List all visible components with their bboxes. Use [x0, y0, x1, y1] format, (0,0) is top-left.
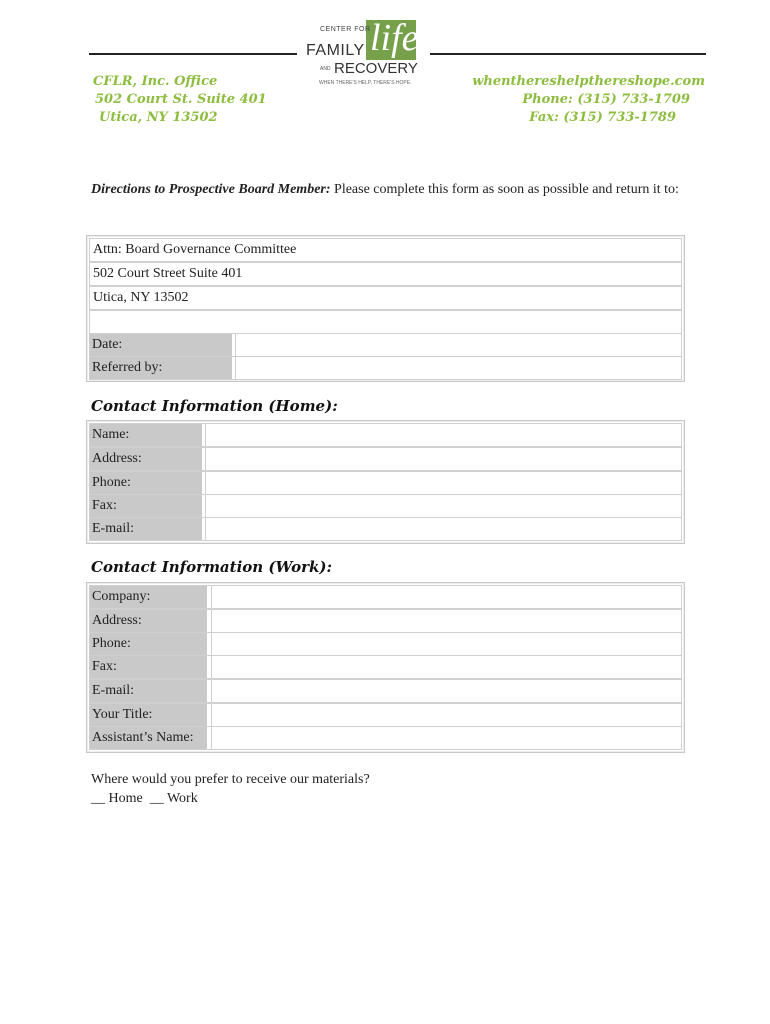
work-email-field[interactable]	[211, 680, 681, 702]
header-rule-right	[430, 53, 706, 55]
return-address-row	[89, 310, 682, 334]
work-section-title: Contact Information (Work):	[91, 558, 333, 576]
work-phone-row	[89, 632, 682, 656]
office-street: 502 Court St. Suite 401	[95, 92, 267, 107]
work-phone-label: Phone:	[90, 633, 207, 655]
office-city: Utica, NY 13502	[99, 110, 218, 125]
work-address-label: Address:	[90, 610, 207, 632]
home-phone-row	[89, 471, 682, 495]
work-address-row	[89, 609, 682, 633]
work-contact-table	[86, 582, 685, 753]
home-name-field[interactable]	[205, 424, 681, 446]
home-address-row	[89, 447, 682, 471]
work-assistant-field[interactable]	[211, 727, 681, 749]
return-attn: Attn: Board Governance Committee	[93, 242, 297, 257]
work-address-field[interactable]	[211, 610, 681, 632]
directions-lead: Directions to Prospective Board Member:	[91, 182, 331, 197]
work-company-row	[89, 585, 682, 609]
home-phone-field[interactable]	[205, 472, 681, 494]
return-address-row	[89, 238, 682, 262]
return-street: 502 Court Street Suite 401	[93, 266, 243, 281]
home-email-field[interactable]	[205, 518, 681, 540]
home-address-field[interactable]	[205, 448, 681, 470]
header-rule-left	[89, 53, 297, 55]
logo-and: AND	[320, 66, 331, 72]
home-email-label: E-mail:	[90, 518, 202, 540]
directions-text: Please complete this form as soon as possible and return it to:	[330, 182, 679, 197]
office-address	[93, 73, 267, 127]
work-assistant-label: Assistant’s Name:	[90, 727, 207, 749]
office-name: CFLR, Inc. Office	[93, 74, 218, 89]
logo-tagline: WHEN THERE'S HELP, THERE'S HOPE.	[319, 80, 412, 86]
referred-by-label: Referred by:	[90, 357, 232, 379]
work-fax-label: Fax:	[90, 656, 207, 678]
work-title-field[interactable]	[211, 704, 681, 726]
date-field[interactable]	[235, 334, 681, 356]
logo-family: FAMILY	[306, 42, 365, 59]
return-city: Utica, NY 13502	[93, 290, 189, 305]
home-section-title: Contact Information (Home):	[91, 397, 338, 415]
office-contact	[472, 73, 705, 127]
home-address-label: Address:	[90, 448, 202, 470]
home-fax-row	[89, 494, 682, 518]
logo-life-text: life	[370, 17, 419, 59]
date-row	[89, 333, 682, 357]
website-link[interactable]: whentheres​helpthereshope.com	[472, 74, 705, 89]
work-company-field[interactable]	[211, 586, 681, 608]
work-title-row	[89, 703, 682, 727]
work-assistant-row	[89, 726, 682, 750]
preference-options[interactable]: __ Home __ Work	[91, 791, 198, 806]
home-email-row	[89, 517, 682, 541]
referred-by-row	[89, 356, 682, 380]
referred-by-field[interactable]	[235, 357, 681, 379]
office-fax: Fax: (315) 733-1789	[529, 110, 676, 125]
home-fax-field[interactable]	[205, 495, 681, 517]
return-address-table	[86, 235, 685, 382]
office-phone: Phone: (315) 733-1709	[522, 92, 690, 107]
home-name-label: Name:	[90, 424, 202, 446]
return-address-row	[89, 286, 682, 310]
home-contact-table	[86, 420, 685, 544]
logo-center-for: CENTER FOR	[320, 26, 371, 33]
logo-recovery: RECOVERY	[334, 60, 418, 77]
work-fax-field[interactable]	[211, 656, 681, 678]
work-company-label: Company:	[90, 586, 207, 608]
organization-logo	[302, 17, 422, 90]
work-email-row	[89, 679, 682, 703]
home-phone-label: Phone:	[90, 472, 202, 494]
date-label: Date:	[90, 334, 232, 356]
preference-question: Where would you prefer to receive our materials?	[91, 772, 370, 787]
work-email-label: E-mail:	[90, 680, 207, 702]
materials-preference	[91, 770, 370, 808]
work-phone-field[interactable]	[211, 633, 681, 655]
directions-paragraph	[91, 181, 681, 199]
home-name-row	[89, 423, 682, 447]
work-title-label: Your Title:	[90, 704, 207, 726]
home-fax-label: Fax:	[90, 495, 202, 517]
work-fax-row	[89, 655, 682, 679]
return-address-row	[89, 262, 682, 286]
